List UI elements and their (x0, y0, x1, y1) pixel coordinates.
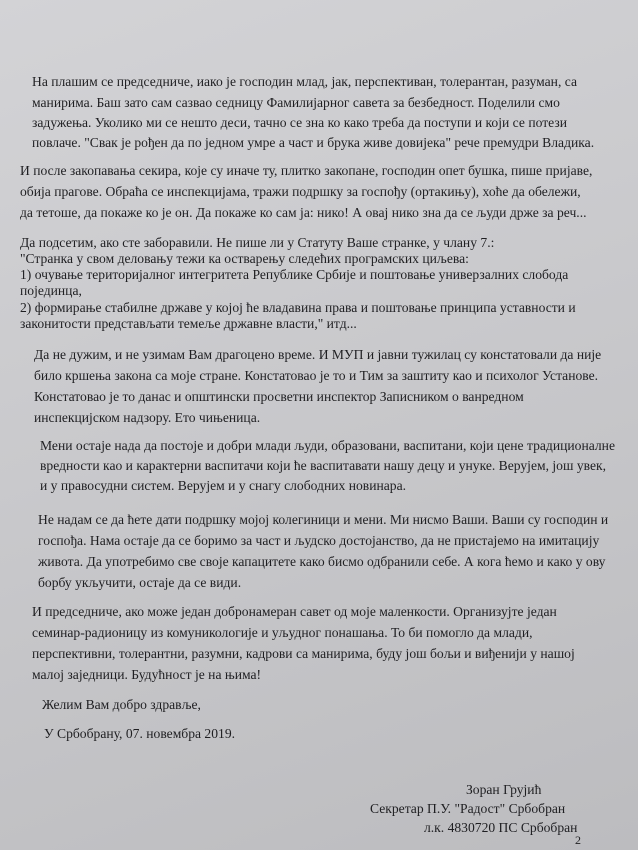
paragraph-line: и у правосудни систем. Верујем и у снагу слободних новинара. (40, 478, 407, 493)
paragraph-line: обија прагове. Обраћа се инспекцијама, тражи подршку за госпођу (ортакињу), хоће да обележи, (20, 184, 581, 199)
page-number: 2 (575, 833, 581, 847)
paragraph-line: семинар-радионицу из комуникологије и уљудног понашања. То би помогло да млади, (32, 625, 533, 640)
paragraph-line: вредности као и карактерни васпитачи који ће васпитавати нашу децу и унуке. Верујем, још увек, (40, 458, 606, 473)
paragraph-line: законитости представљати темеље државне власти," итд... (20, 316, 357, 331)
paragraph-line: живота. Да употребимо све своје капацитете како бисмо одбранили себе. А кога ћемо и како у ову (38, 554, 606, 569)
paragraph-line: И председниче, ако може један добронамеран савет од моје маленкости. Организујте један (32, 604, 557, 619)
signer-name: Зоран Грујић (466, 782, 542, 797)
signer-title: Секретар П.У. "Радост" Србобран (370, 801, 566, 816)
paragraph-line: малој заједници. Будућност је на њима! (32, 667, 262, 682)
paragraph-line: 2) формирање стабилне државе у којој ће владавина права и поштовање принципа уставности и (20, 300, 576, 315)
paragraph-line: госпођа. Нама остаје да се боримо за част и људско достојанство, да не пристајемо на имитацију (38, 533, 600, 548)
paragraph-line: На плашим се председниче, иако је господин млад, јак, перспективан, толерантан, разуман, са (32, 74, 577, 89)
paragraph-line: повлаче. "Свак је рођен да по једном умре а част и брука живе довијека" рече премудри Владика. (32, 135, 595, 150)
paragraph-line: Да не дужим, и не узимам Вам драгоцено време. И МУП и јавни тужилац су констатовали да није (34, 347, 602, 362)
paragraph-line: било кршења закона са моје стране. Констатовао је то и Тим за заштиту као и психолог Установе. (34, 368, 599, 383)
signer-id: л.к. 4830720 ПС Србобран (424, 820, 578, 835)
paragraph-line: 1) очување територијалног интегритета Републике Србије и поштовање универзалних слобода (20, 267, 569, 282)
paragraph-line: манирима. Баш зато сам сазвао седницу Фамилијарног савета за безбедност. Поделили смо (32, 95, 560, 110)
paragraph-line: Мени остаје нада да постоје и добри млади људи, образовани, васпитани, који цене традиционалне (40, 438, 615, 453)
paragraph-line: Не надам се да ћете дати подршку мојој колегиници и мени. Ми нисмо Ваши. Ваши су господин и (38, 512, 609, 527)
greeting: Желим Вам добро здравље, (42, 697, 201, 712)
place-date: У Србобрану, 07. новембра 2019. (44, 726, 236, 741)
paragraph-line: инспекцијском надзору. Ето чињеница. (34, 410, 261, 425)
paragraph-line: И после закопавања секира, које су иначе ту, плитко закопане, господин опет бушка, пише пријаве, (20, 163, 593, 178)
paragraph-line: појединца, (20, 283, 82, 298)
paragraph-line: перспективни, толерантни, разумни, кадрови са манирима, буду још бољи и виђенији у нашој (32, 646, 575, 661)
paragraph-line: борбу укључити, остаје да се види. (38, 575, 242, 590)
paragraph-line: Констатовао је то данас и општински просветни инспектор Записником о ванредном (34, 389, 524, 404)
paragraph-line: задужења. Уколико ми се нешто деси, тачно се зна ко како треба да поступи и који се потези (32, 115, 567, 130)
paragraph-line: Да подсетим, ако сте заборавили. Не пише ли у Статуту Ваше странке, у члану 7.: (20, 235, 495, 250)
paragraph-line: "Странка у свом деловању тежи ка остварењу следећих програмских циљева: (20, 251, 469, 266)
paragraph-line: да тетоше, да покаже ко је он. Да покаже ко сам ја: нико! А овај нико зна да се људи држе за реч... (20, 205, 587, 220)
